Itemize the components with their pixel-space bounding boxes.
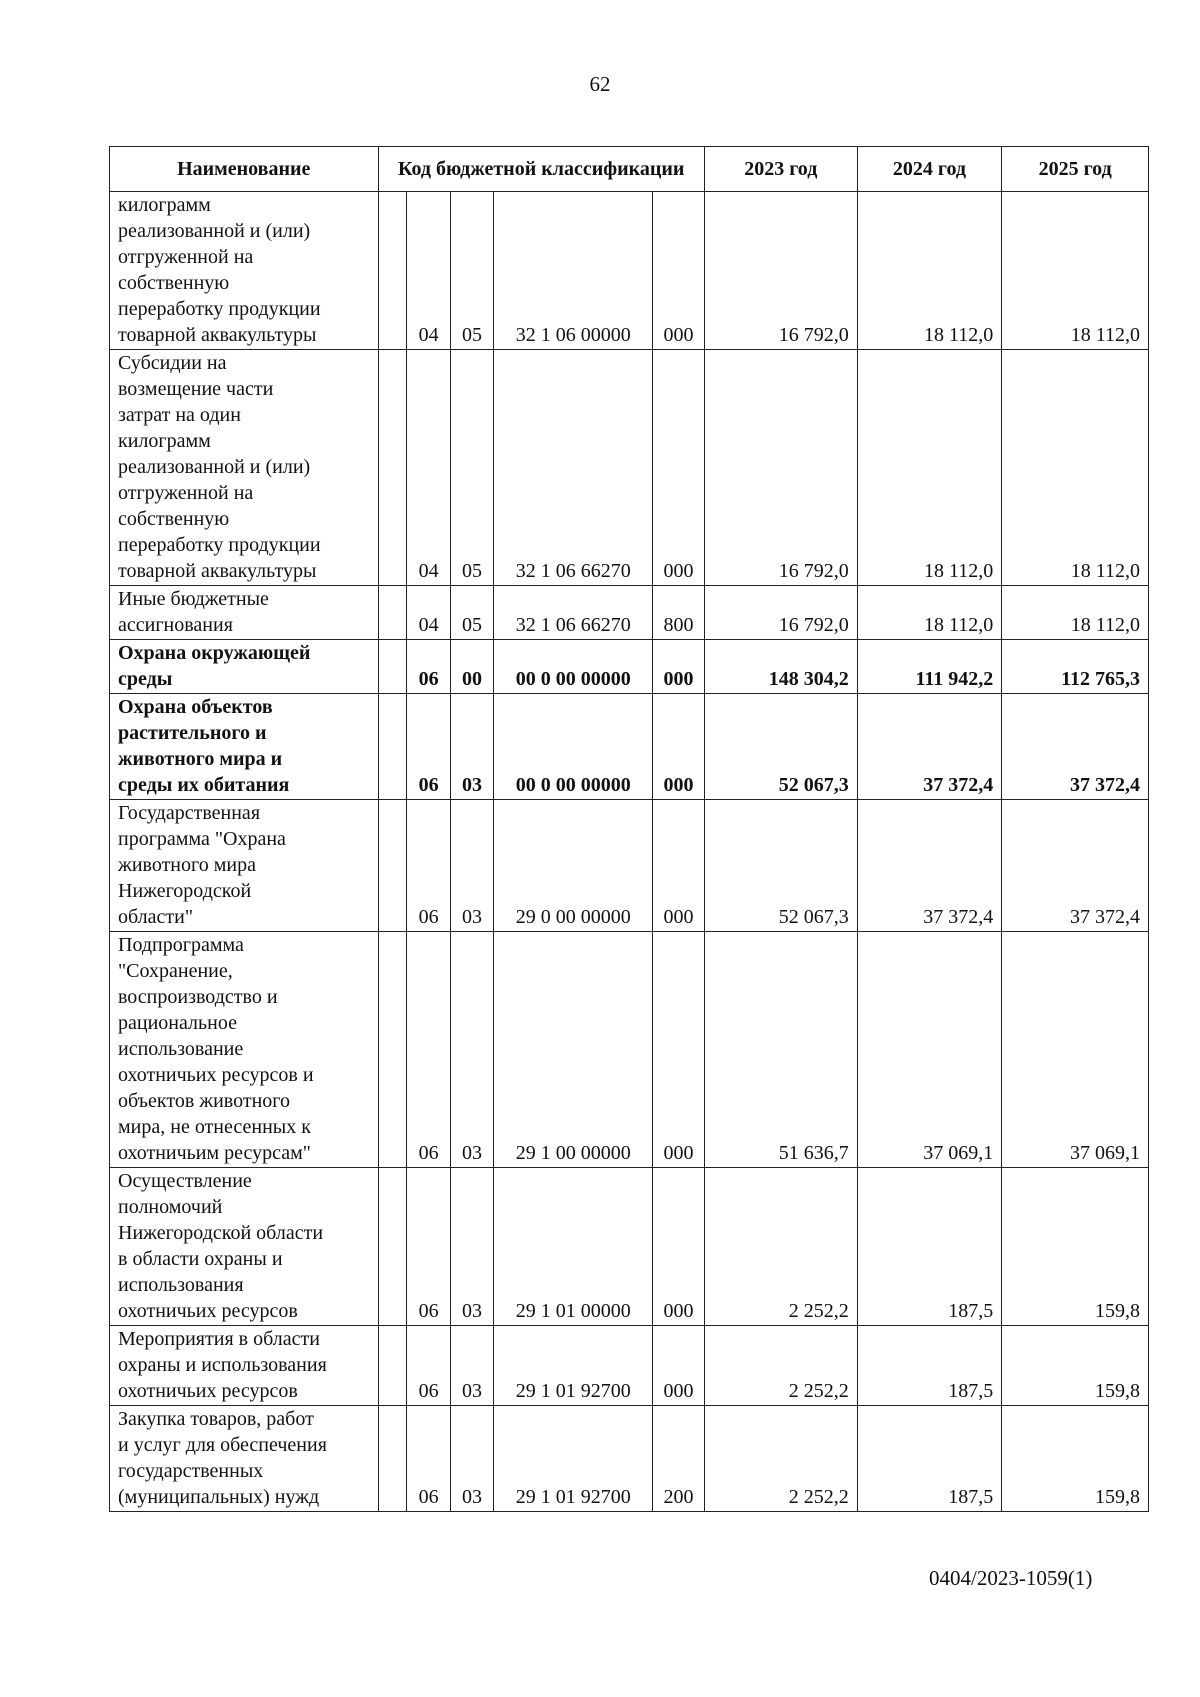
row-podrazdel: 05: [450, 350, 493, 586]
row-name: Субсидии на возмещение части затрат на один килограмм реализованной и (или) отгруженной на собственную переработку продукции товарной аквакультуры: [110, 350, 379, 586]
row-value-2023: 52 067,3: [704, 800, 857, 932]
table-row: [110, 192, 1149, 350]
row-value-2025: 112 765,3: [1002, 640, 1149, 694]
row-code-spacer: [378, 640, 407, 694]
row-podrazdel: 03: [450, 694, 493, 800]
footer-document-code: 0404/2023-1059(1): [929, 1566, 1093, 1590]
table-row: [110, 800, 1149, 932]
row-csr: 32 1 06 66270: [494, 586, 653, 640]
row-csr: 29 0 00 00000: [494, 800, 653, 932]
row-razdel: 06: [407, 640, 450, 694]
table-row: [110, 1326, 1149, 1406]
row-podrazdel: 05: [450, 192, 493, 350]
row-razdel: 06: [407, 932, 450, 1168]
row-name: Иные бюджетные ассигнования: [110, 586, 379, 640]
row-csr: 00 0 00 00000: [494, 640, 653, 694]
row-code-spacer: [378, 932, 407, 1168]
header-2025: 2025 год: [1002, 147, 1149, 192]
row-podrazdel: 03: [450, 932, 493, 1168]
row-vr: 000: [653, 192, 705, 350]
row-vr: 800: [653, 586, 705, 640]
row-value-2024: 37 372,4: [857, 694, 1002, 800]
row-csr: 32 1 06 00000: [494, 192, 653, 350]
row-value-2025: 18 112,0: [1002, 350, 1149, 586]
row-value-2023: 16 792,0: [704, 586, 857, 640]
row-vr: 000: [653, 640, 705, 694]
row-value-2025: 18 112,0: [1002, 192, 1149, 350]
table-row: [110, 586, 1149, 640]
row-value-2025: 159,8: [1002, 1326, 1149, 1406]
row-code-spacer: [378, 586, 407, 640]
row-csr: 00 0 00 00000: [494, 694, 653, 800]
row-razdel: 06: [407, 694, 450, 800]
header-code: Код бюджетной классификации: [378, 147, 704, 192]
row-value-2024: 18 112,0: [857, 586, 1002, 640]
row-name: Подпрограмма "Сохранение, воспроизводство и рациональное использование охотничьих ресурсов и объектов животного мира, не отнесенных к охотничьим ресурсам": [110, 932, 379, 1168]
row-razdel: 06: [407, 1326, 450, 1406]
row-podrazdel: 03: [450, 1326, 493, 1406]
row-razdel: 04: [407, 586, 450, 640]
table-row: [110, 640, 1149, 694]
table-row: [110, 694, 1149, 800]
row-value-2024: 187,5: [857, 1326, 1002, 1406]
row-name: Охрана окружающей среды: [110, 640, 379, 694]
row-vr: 200: [653, 1406, 705, 1512]
row-value-2024: 18 112,0: [857, 350, 1002, 586]
row-code-spacer: [378, 1326, 407, 1406]
header-2023: 2023 год: [704, 147, 857, 192]
row-value-2025: 159,8: [1002, 1406, 1149, 1512]
row-name: Закупка товаров, работ и услуг для обеспечения государственных (муниципальных) нужд: [110, 1406, 379, 1512]
row-value-2025: 37 372,4: [1002, 800, 1149, 932]
row-value-2025: 37 069,1: [1002, 932, 1149, 1168]
page-number: 62: [589, 72, 611, 96]
header-name: Наименование: [110, 147, 379, 192]
row-value-2025: 18 112,0: [1002, 586, 1149, 640]
header-2024: 2024 год: [857, 147, 1002, 192]
row-code-spacer: [378, 1168, 407, 1326]
row-csr: 29 1 00 00000: [494, 932, 653, 1168]
row-razdel: 06: [407, 1168, 450, 1326]
row-razdel: 04: [407, 350, 450, 586]
row-vr: 000: [653, 350, 705, 586]
row-razdel: 06: [407, 800, 450, 932]
row-podrazdel: 05: [450, 586, 493, 640]
row-vr: 000: [653, 694, 705, 800]
row-value-2023: 2 252,2: [704, 1406, 857, 1512]
row-value-2024: 37 069,1: [857, 932, 1002, 1168]
row-podrazdel: 03: [450, 800, 493, 932]
row-value-2023: 2 252,2: [704, 1168, 857, 1326]
row-value-2023: 51 636,7: [704, 932, 857, 1168]
table-body: [110, 192, 1149, 1512]
row-csr: 29 1 01 92700: [494, 1406, 653, 1512]
row-vr: 000: [653, 1326, 705, 1406]
row-value-2025: 37 372,4: [1002, 694, 1149, 800]
row-name: Осуществление полномочий Нижегородской области в области охраны и использования охотничьих ресурсов: [110, 1168, 379, 1326]
row-code-spacer: [378, 694, 407, 800]
row-value-2024: 187,5: [857, 1406, 1002, 1512]
row-value-2023: 16 792,0: [704, 192, 857, 350]
row-name: килограмм реализованной и (или) отгруженной на собственную переработку продукции товарной аквакультуры: [110, 192, 379, 350]
table-row: [110, 932, 1149, 1168]
row-razdel: 06: [407, 1406, 450, 1512]
row-razdel: 04: [407, 192, 450, 350]
row-vr: 000: [653, 932, 705, 1168]
row-value-2023: 16 792,0: [704, 350, 857, 586]
row-value-2024: 187,5: [857, 1168, 1002, 1326]
row-podrazdel: 00: [450, 640, 493, 694]
row-value-2024: 37 372,4: [857, 800, 1002, 932]
row-name: Государственная программа "Охрана животного мира Нижегородской области": [110, 800, 379, 932]
row-value-2024: 18 112,0: [857, 192, 1002, 350]
row-name: Охрана объектов растительного и животного мира и среды их обитания: [110, 694, 379, 800]
row-vr: 000: [653, 800, 705, 932]
row-code-spacer: [378, 192, 407, 350]
row-code-spacer: [378, 800, 407, 932]
row-csr: 29 1 01 00000: [494, 1168, 653, 1326]
row-code-spacer: [378, 1406, 407, 1512]
row-csr: 29 1 01 92700: [494, 1326, 653, 1406]
budget-table: [109, 146, 1149, 1512]
table-row: [110, 350, 1149, 586]
row-csr: 32 1 06 66270: [494, 350, 653, 586]
row-podrazdel: 03: [450, 1168, 493, 1326]
row-podrazdel: 03: [450, 1406, 493, 1512]
row-name: Мероприятия в области охраны и использования охотничьих ресурсов: [110, 1326, 379, 1406]
table-header-row: [110, 147, 1149, 192]
table-row: [110, 1168, 1149, 1326]
row-code-spacer: [378, 350, 407, 586]
row-value-2023: 52 067,3: [704, 694, 857, 800]
row-value-2023: 2 252,2: [704, 1326, 857, 1406]
row-vr: 000: [653, 1168, 705, 1326]
row-value-2024: 111 942,2: [857, 640, 1002, 694]
table-row: [110, 1406, 1149, 1512]
row-value-2023: 148 304,2: [704, 640, 857, 694]
row-value-2025: 159,8: [1002, 1168, 1149, 1326]
